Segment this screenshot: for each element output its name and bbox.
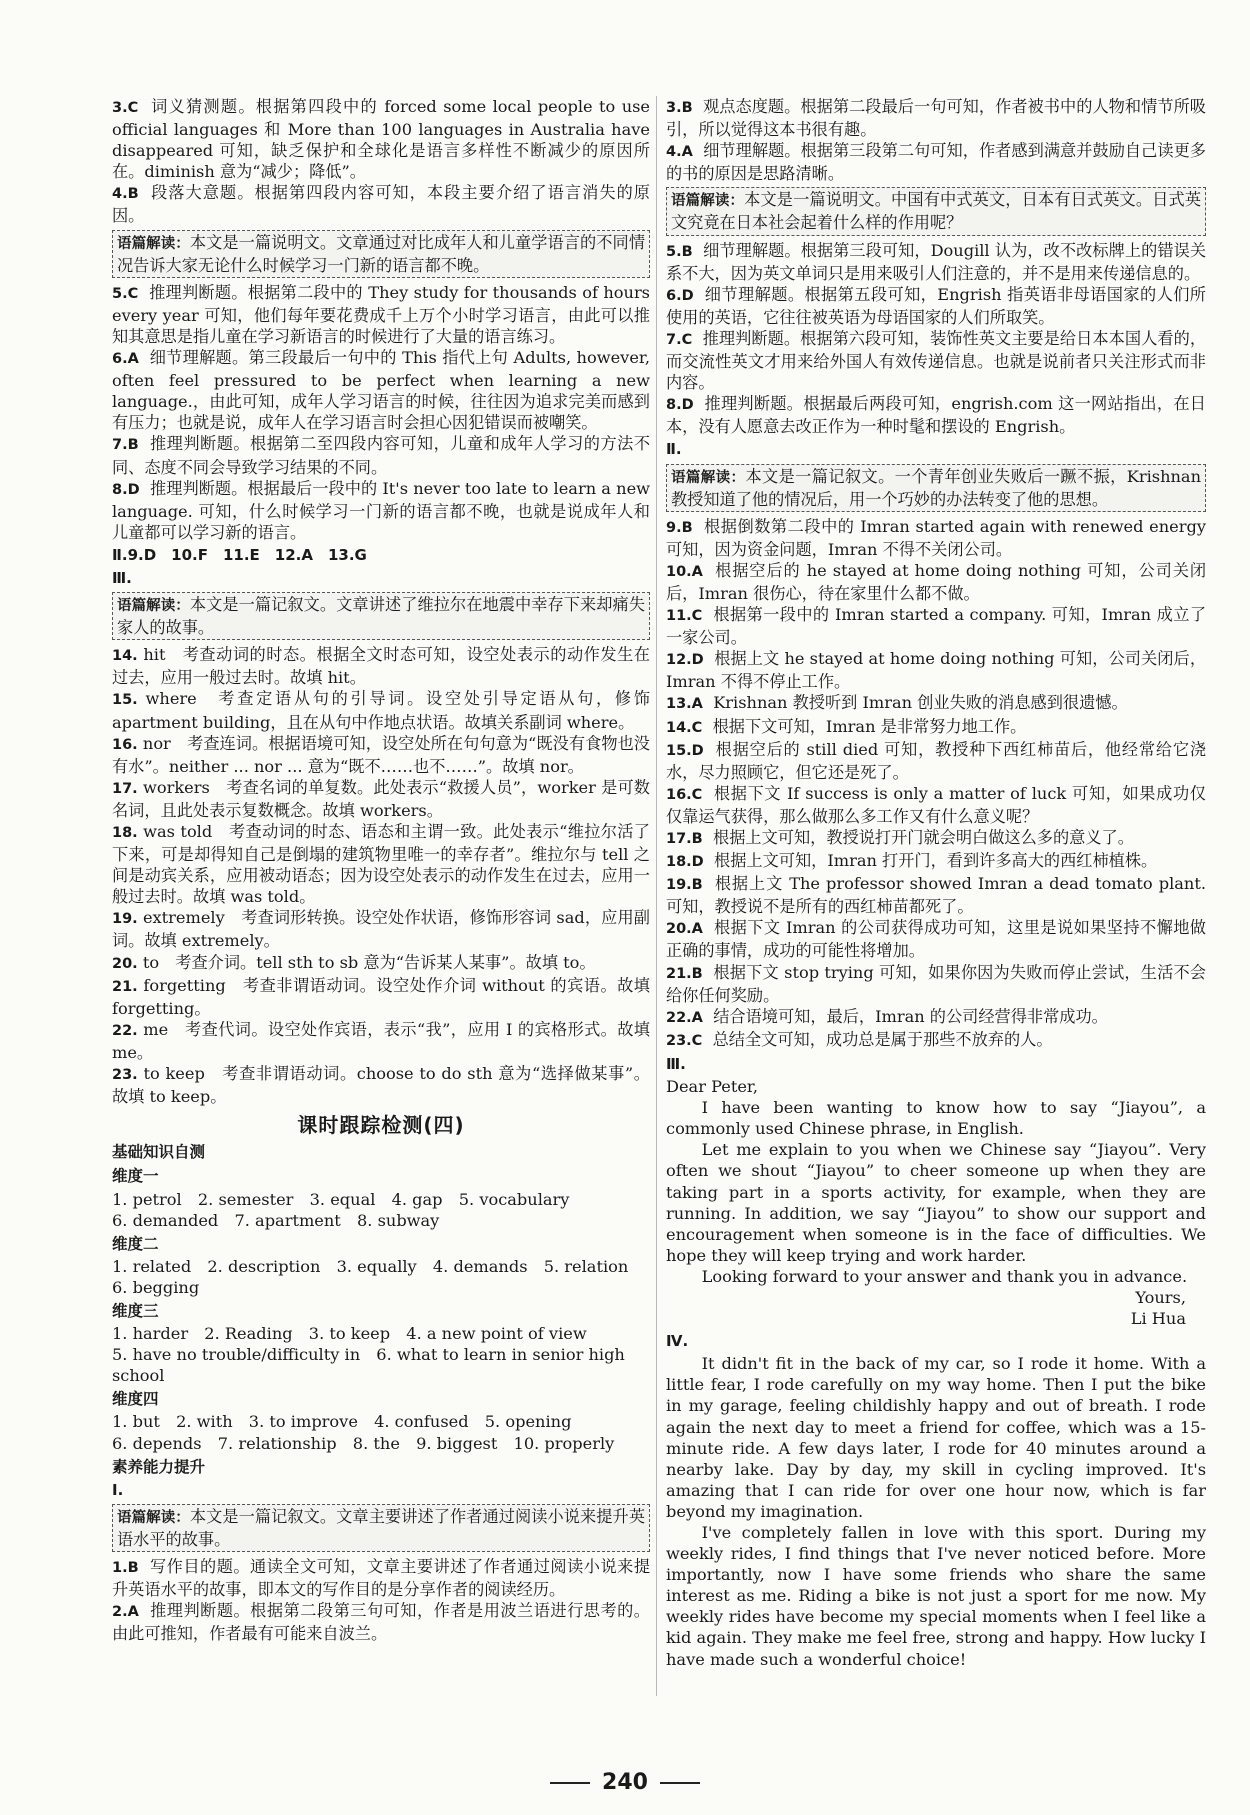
essay-answer: [666, 1353, 1206, 1669]
answer-item: 15.D 根据空后的 still died 可知，教授种下西红柿苗后，他经常给它浇水，尽力照顾它，但它还是死了。: [666, 739, 1207, 782]
lesson-title: 课时跟踪检测(四): [297, 1113, 465, 1138]
answer-item: 4.A 细节理解题。根据第三段第二句可知，作者感到满意并鼓励自己读更多的书的原因是思路清晰。: [666, 141, 1206, 184]
answer-item: 5.C 推理判断题。根据第二段中的 They study for thousands of hours every year 可知，他们每年要花费成千上万个小时学习语言，由此可以推知其意思是指儿童在学习新语言的时候进行了大量的语言练习。: [112, 282, 650, 346]
ability-heading: 素养能力提升: [112, 1457, 206, 1476]
passage-analysis-box: 语篇解读：本文是一篇说明文。中国有中式英文，日本有日式英文。日式英文究竟在日本社会起着什么样的作用呢？: [666, 187, 1206, 235]
answer-item: 3.B 观点态度题。根据第二段最后一句可知，作者被书中的人物和情节所吸引，所以觉得这本书很有趣。: [666, 97, 1206, 140]
passage-analysis-box: 语篇解读：本文是一篇说明文。文章通过对比成年人和儿童学语言的不同情况告诉大家无论什么时候学习一门新的语言都不晚。: [112, 230, 650, 278]
answer-item: 2.A 推理判断题。根据第二段第三句可知，作者是用波兰语进行思考的。由此可推知，作者最有可能来自波兰。: [112, 1601, 650, 1644]
passage-analysis-box: 语篇解读：本文是一篇记叙文。文章讲述了维拉尔在地震中幸存下来却痛失家人的故事。: [112, 592, 650, 640]
letter-paragraph: I have been wanting to know how to say “Jiayou”, a commonly used Chinese phrase, in English.: [666, 1098, 1206, 1139]
answer-item: 23. to keep 考查非谓语动词。choose to do sth 意为“选择做某事”。故填 to keep。: [112, 1064, 650, 1107]
vocab-row: 1. but 2. with 3. to improve 4. confused 5. opening: [112, 1412, 572, 1432]
answer-item: 8.D 推理判断题。根据最后两段可知，engrish.com 这一网站指出，在日本，没有人愿意去改正作为一种时髦和摆设的 Engrish。: [666, 394, 1206, 437]
section-4-heading: Ⅳ.: [666, 1332, 689, 1351]
answer-item: 20.A 根据下文 Imran 的公司获得成功可知，这里是说如果坚持不懈地做正确的事情，成功的可能性将增加。: [666, 918, 1206, 961]
page-number-text: 240: [602, 1770, 648, 1795]
letter-paragraph: Looking forward to your answer and thank you in advance.: [701, 1266, 1188, 1286]
answer-item: 22.A 结合语境可知，最后，Imran 的公司经营得非常成功。: [666, 1006, 1108, 1026]
answer-item: 1.B 写作目的题。通读全文可知，文章主要讲述了作者通过阅读小说来提升英语水平的故事，即本文的写作目的是分享作者的阅读经历。: [112, 1557, 651, 1600]
answer-item: 4.B 段落大意题。根据第四段内容可知，本段主要介绍了语言消失的原因。: [112, 183, 650, 226]
answer-item: 14. hit 考查动词的时态。根据全文时态可知，设空处表示的动作发生在过去，应用一般过去时。故填 hit。: [112, 645, 650, 688]
page-number-dash: [550, 1782, 590, 1784]
vocab-row: 6. begging: [112, 1277, 200, 1297]
answer-item: 6.A 细节理解题。第三段最后一句中的 This 指代上句 Adults, however, often feel pressured to be perfect when learning a new language.，由此可知，成年人学习语言的时候，往往因为追求完美而感到有压力；也就是说，成年人在学习语言时会担心因犯错误而被嘲笑。: [112, 348, 650, 433]
answer-item: 10.A 根据空后的 he stayed at home doing nothing 可知，公司关闭后，Imran 很伤心，待在家里什么都不做。: [666, 560, 1207, 603]
answer-item: 11.C 根据第一段中的 Imran started a company. 可知，Imran 成立了一家公司。: [666, 605, 1207, 648]
dimension-label: 维度一: [112, 1167, 159, 1186]
vocab-row: 6. depends 7. relationship 8. the 9. biggest 10. properly: [112, 1433, 615, 1453]
answer-item: 21. forgetting 考查非谓语动词。设空处作介词 without 的宾语。故填 forgetting。: [112, 975, 650, 1018]
vocab-row: 1. harder 2. Reading 3. to keep 4. a new point of view: [112, 1324, 587, 1344]
answer-item: 19. extremely 考查词形转换。设空处作状语，修饰形容词 sad，应用副词。故填 extremely。: [112, 908, 650, 951]
section-2-heading: Ⅱ.: [666, 440, 682, 459]
vocab-row: 1. petrol 2. semester 3. equal 4. gap 5. vocabulary: [112, 1189, 570, 1209]
passage-analysis-box: 语篇解读：本文是一篇记叙文。文章主要讲述了作者通过阅读小说来提升英语水平的故事。: [112, 1504, 650, 1552]
left-column: [112, 96, 650, 1644]
page-number: [0, 1770, 1250, 1795]
letter-closing: Yours,: [1135, 1287, 1186, 1307]
answer-item: 16. nor 考查连词。根据语境可知，设空处所在句句意为“既没有食物也没有水”。neither ... nor ... 意为“既不……也不……”。故填 nor。: [112, 733, 650, 776]
letter-signature: Li Hua: [1130, 1309, 1186, 1329]
answer-item: 19.B 根据上文 The professor showed Imran a dead tomato plant. 可知，教授说不是所有的西红柿苗都死了。: [666, 874, 1206, 917]
answer-item: 22. me 考查代词。设空处作宾语，表示“我”，应用 I 的宾格形式。故填 me。: [112, 1019, 650, 1062]
answer-item: 20. to 考查介词。tell sth to sb 意为“告诉某人某事”。故填 to。: [112, 952, 596, 972]
letter-paragraph: Let me explain to you when we Chinese say “Jiayou”. Very often we shout “Jiayou” to cheer someone up when they are taking part in a sports activity, for example, when they are running. In addition, we say “Jiayou” to show our support and encouragement when someone is in the face of difficulties. We hope they will keep trying and work harder.: [666, 1140, 1206, 1265]
right-column: [666, 96, 1206, 1670]
dimension-label: 维度四: [112, 1390, 159, 1409]
dimension-label: 维度二: [112, 1234, 159, 1253]
answer-item: 17.B 根据上文可知，教授说打开门就会明白做这么多的意义了。: [666, 828, 1134, 847]
answer-item: 7.C 推理判断题。根据第六段可知，装饰性英文主要是给日本本国人看的，而交流性英文才用来给外国人有效传递信息。也就是说前者只关注形式而非内容。: [666, 328, 1207, 393]
section-3-heading: Ⅲ.: [666, 1054, 686, 1073]
answer-item: 14.C 根据下文可知，Imran 是非常努力地工作。: [666, 716, 1027, 736]
letter-salutation: Dear Peter,: [666, 1077, 759, 1097]
answer-item: 12.D 根据上文 he stayed at home doing nothing 可知，公司关闭后，Imran 不得不停止工作。: [666, 649, 1207, 692]
section-1-heading: Ⅰ.: [112, 1480, 124, 1499]
vocab-row: 6. demanded 7. apartment 8. subway: [112, 1210, 440, 1230]
vocab-row: 5. have no trouble/difficulty in 6. what to learn in senior high school: [112, 1345, 625, 1386]
answer-item: 18.D 根据上文可知，Imran 打开门，看到许多高大的西红柿植株。: [666, 851, 1158, 871]
answer-item: 8.D 推理判断题。根据最后一段中的 It's never too late to learn a new language. 可知，什么时候学习一门新的语言都不晚，也就是说成年人和儿童都可以学习新的语言。: [112, 478, 651, 542]
answer-item: 5.B 细节理解题。根据第三段可知，Dougill 认为，改不改标牌上的错误关系不大，因为英文单词只是用来吸引人们注意的，并不是用来传递信息的。: [666, 240, 1207, 283]
answer-item: 3.C 词义猜测题。根据第四段中的 forced some local people to use official languages 和 More than 100 languages in Australia have disappeared 可知，缺乏保护和全球化是语言多样性不断减少的原因所在。diminish 意为“减少；降低”。: [112, 97, 651, 182]
essay-paragraph: I've completely fallen in love with this sport. During my weekly rides, I find things that I've never noticed before. More importantly, now I have some friends who share the same interest as me. Riding a bike is not just a sport for me now. My weekly rides have become my special moments when I feel like a kid again. They make me feel free, strong and happy. How lucky I have made such a wonderful choice!: [666, 1523, 1206, 1669]
answer-item: 18. was told 考查动词的时态、语态和主谓一致。此处表示“维拉尔活了下来，可是却得知自己是倒塌的建筑物里唯一的幸存者”。维拉尔与 tell 之间是动宾关系，应用被动语态；因为设空处表示的动作发生在过去，应用一般过去时。故填 was told。: [112, 822, 650, 907]
answer-item: 17. workers 考查名词的单复数。此处表示“救援人员”，worker 是可数名词，且此处表示复数概念。故填 workers。: [112, 777, 650, 820]
section-3-heading: Ⅲ.: [112, 568, 132, 587]
vocab-row: 1. related 2. description 3. equally 4. demands 5. relation: [112, 1256, 629, 1276]
answer-item: 23.C 总结全文可知，成功总是属于那些不放弃的人。: [666, 1029, 1053, 1049]
column-divider: [656, 96, 657, 1696]
answer-item: 15. where 考查定语从句的引导词。设空处引导定语从句，修饰 apartment building，且在从句中作地点状语。故填关系副词 where。: [112, 689, 650, 732]
dimension-label: 维度三: [112, 1301, 159, 1320]
passage-analysis-box: 语篇解读：本文是一篇记叙文。一个青年创业失败后一蹶不振，Krishnan 教授知道了他的情况后，用一个巧妙的办法转变了他的思想。: [666, 464, 1206, 512]
answer-item: 13.A Krishnan 教授听到 Imran 创业失败的消息感到很遗憾。: [666, 693, 1128, 713]
basic-knowledge-heading: 基础知识自测: [112, 1143, 206, 1162]
answer-item: 21.B 根据下文 stop trying 可知，如果你因为失败而停止尝试，生活不会给你任何奖励。: [666, 962, 1206, 1005]
answer-item: 9.B 根据倒数第二段中的 Imran started again with renewed energy 可知，因为资金问题，Imran 不得不关闭公司。: [666, 516, 1207, 559]
answer-item: 16.C 根据下文 If success is only a matter of luck 可知，如果成功仅仅靠运气获得，那么做那么多工作又有什么意义呢？: [666, 783, 1206, 826]
letter-answer: [666, 1076, 1206, 1329]
section-2-answers: Ⅱ.9.D 10.F 11.E 12.A 13.G: [112, 545, 367, 564]
essay-paragraph: It didn't fit in the back of my car, so I rode it home. With a little fear, I rode carefully on my way home. Then I put the bike in my garage, feeling childishly happy and out of breath. I rode again the next day to meet a friend for coffee, which was a 15-minute ride. A few days later, I rode for 40 minutes around a nearby lake. Day by day, my skill in cycling improved. It's amazing that I can ride for over one hour now, which is far beyond my imagination.: [666, 1354, 1206, 1521]
page-number-dash: [660, 1782, 700, 1784]
answer-item: 7.B 推理判断题。根据第二至四段内容可知，儿童和成年人学习的方法不同、态度不同会导致学习结果的不同。: [112, 434, 651, 477]
answer-item: 6.D 细节理解题。根据第五段可知，Engrish 指英语非母语国家的人们所使用的英语，它往往被英语为母语国家的人们所取笑。: [666, 284, 1206, 327]
